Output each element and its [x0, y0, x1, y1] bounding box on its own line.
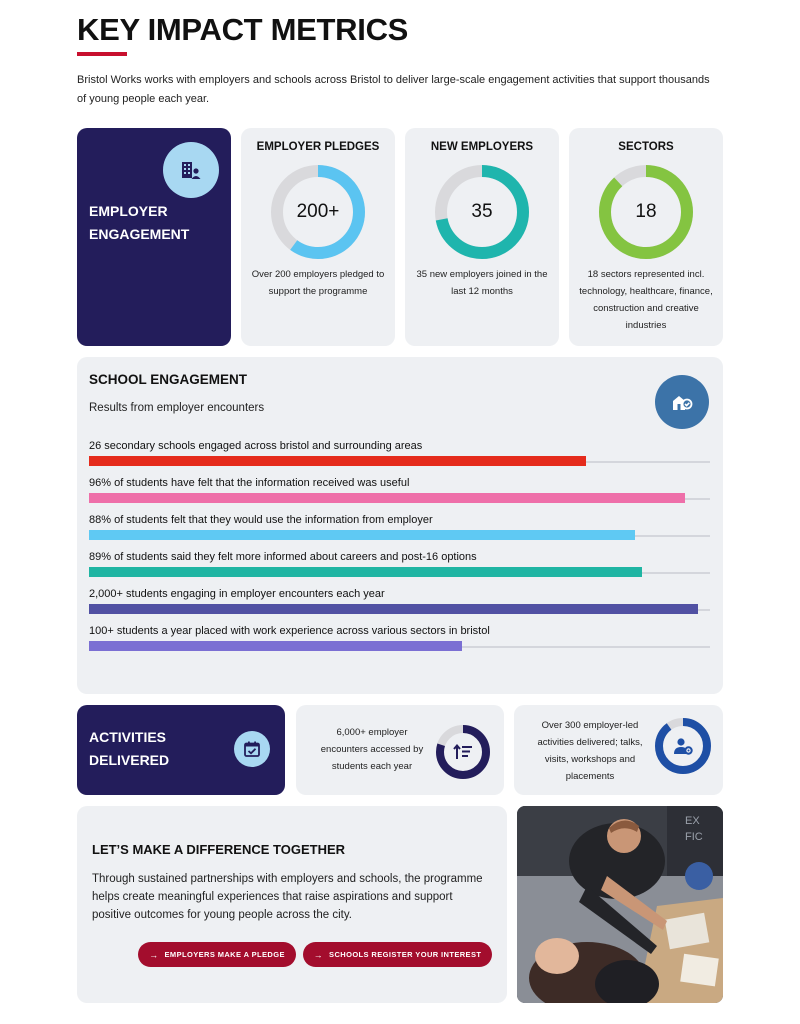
bar-fill [89, 493, 685, 503]
school-icon [655, 375, 709, 429]
bar-row [89, 477, 710, 514]
bar-label: 89% of students said they felt more informed about careers and post-16 options [89, 551, 477, 563]
bar-label: 100+ students a year placed with work experience across various sectors in bristol [89, 625, 490, 637]
bar-label: 26 secondary schools engaged across bristol and surrounding areas [89, 440, 423, 452]
bar-fill [89, 530, 635, 540]
schools-register-button[interactable] [303, 942, 492, 967]
activities-delivered-card [77, 705, 285, 795]
metric-ring [434, 164, 530, 260]
metric-value: 200+ [296, 201, 340, 222]
bar-label: 96% of students have felt that the information received was useful [89, 477, 410, 489]
sign-text-top: EX [685, 815, 700, 827]
metric-title: NEW EMPLOYERS [430, 141, 534, 153]
metric-description: 35 new employers joined in the last 12 months [416, 269, 548, 297]
school-engagement-card [77, 357, 723, 694]
metric-description: 18 sectors represented incl. technology, healthcare, finance, construction and creative industries [579, 269, 713, 331]
cta-text: Through sustained partnerships with employers and schools, the programme helps create meaningful experiences that raise aspirations and support positive outcomes for young people across the city. [92, 873, 483, 921]
school-engagement-subtitle: Results from employer encounters [89, 402, 265, 414]
bar-row [89, 514, 710, 551]
activity-description: Over 300 employer-led activities delivered; talks, visits, workshops and placements [537, 720, 643, 782]
employer-engagement-title: EMPLOYER ENGAGEMENT [89, 203, 190, 242]
bar-fill [89, 456, 586, 466]
arrow-right-icon: → [149, 949, 159, 960]
workshop-photo [517, 806, 723, 1003]
bar-label: 88% of students felt that they would use the information from employer [89, 514, 433, 526]
metric-card-sectors [569, 128, 723, 346]
metric-ring [598, 164, 694, 260]
metric-title: SECTORS [618, 141, 674, 153]
metric-card-employer-pledges [241, 128, 395, 346]
metric-card-new-employers [405, 128, 559, 346]
cta-title: LET’S MAKE A DIFFERENCE TOGETHER [92, 842, 346, 857]
building-icon [163, 142, 219, 198]
metric-ring [270, 164, 366, 260]
employer-engagement-card [77, 128, 231, 346]
sort-icon [435, 724, 491, 780]
cta-card [77, 806, 507, 1003]
button-label: SCHOOLS REGISTER YOUR INTEREST [329, 950, 482, 959]
activity-card-encounters [296, 705, 504, 795]
activities-delivered-title: ACTIVITIES DELIVERED [89, 729, 170, 768]
arrow-right-icon: → [313, 949, 324, 960]
activity-description: 6,000+ employer encounters accessed by students each year [320, 727, 424, 772]
metric-title: EMPLOYER PLEDGES [256, 141, 380, 153]
intro-text: Bristol Works works with employers and schools across Bristol to deliver large-scale engagement activities that support thousands of young people each year. [77, 74, 710, 105]
bar-fill [89, 604, 698, 614]
button-label: EMPLOYERS MAKE A PLEDGE [164, 950, 285, 959]
bar-label: 2,000+ students engaging in employer encounters each year [89, 588, 385, 600]
workshop-photo-illustration [517, 806, 723, 1003]
activity-ring [435, 724, 491, 780]
bar-row [89, 440, 710, 477]
title-underline [77, 52, 127, 56]
bar-row [89, 588, 710, 625]
bar-row [89, 551, 710, 588]
metric-value: 35 [471, 201, 493, 222]
bar-fill [89, 567, 642, 577]
calendar-check-icon [234, 731, 270, 767]
page-title: KEY IMPACT METRICS [77, 12, 409, 47]
user-gear-icon [654, 717, 712, 775]
metric-description: Over 200 employers pledged to support the programme [251, 269, 385, 297]
bar-fill [89, 641, 462, 651]
employers-pledge-button[interactable] [138, 942, 296, 967]
metric-value: 18 [635, 201, 657, 222]
bar-row [89, 625, 710, 662]
school-engagement-title: SCHOOL ENGAGEMENT [89, 372, 248, 387]
activity-card-employer-led [514, 705, 723, 795]
activity-ring [654, 717, 712, 775]
sign-text-bottom: FIC [685, 831, 703, 843]
